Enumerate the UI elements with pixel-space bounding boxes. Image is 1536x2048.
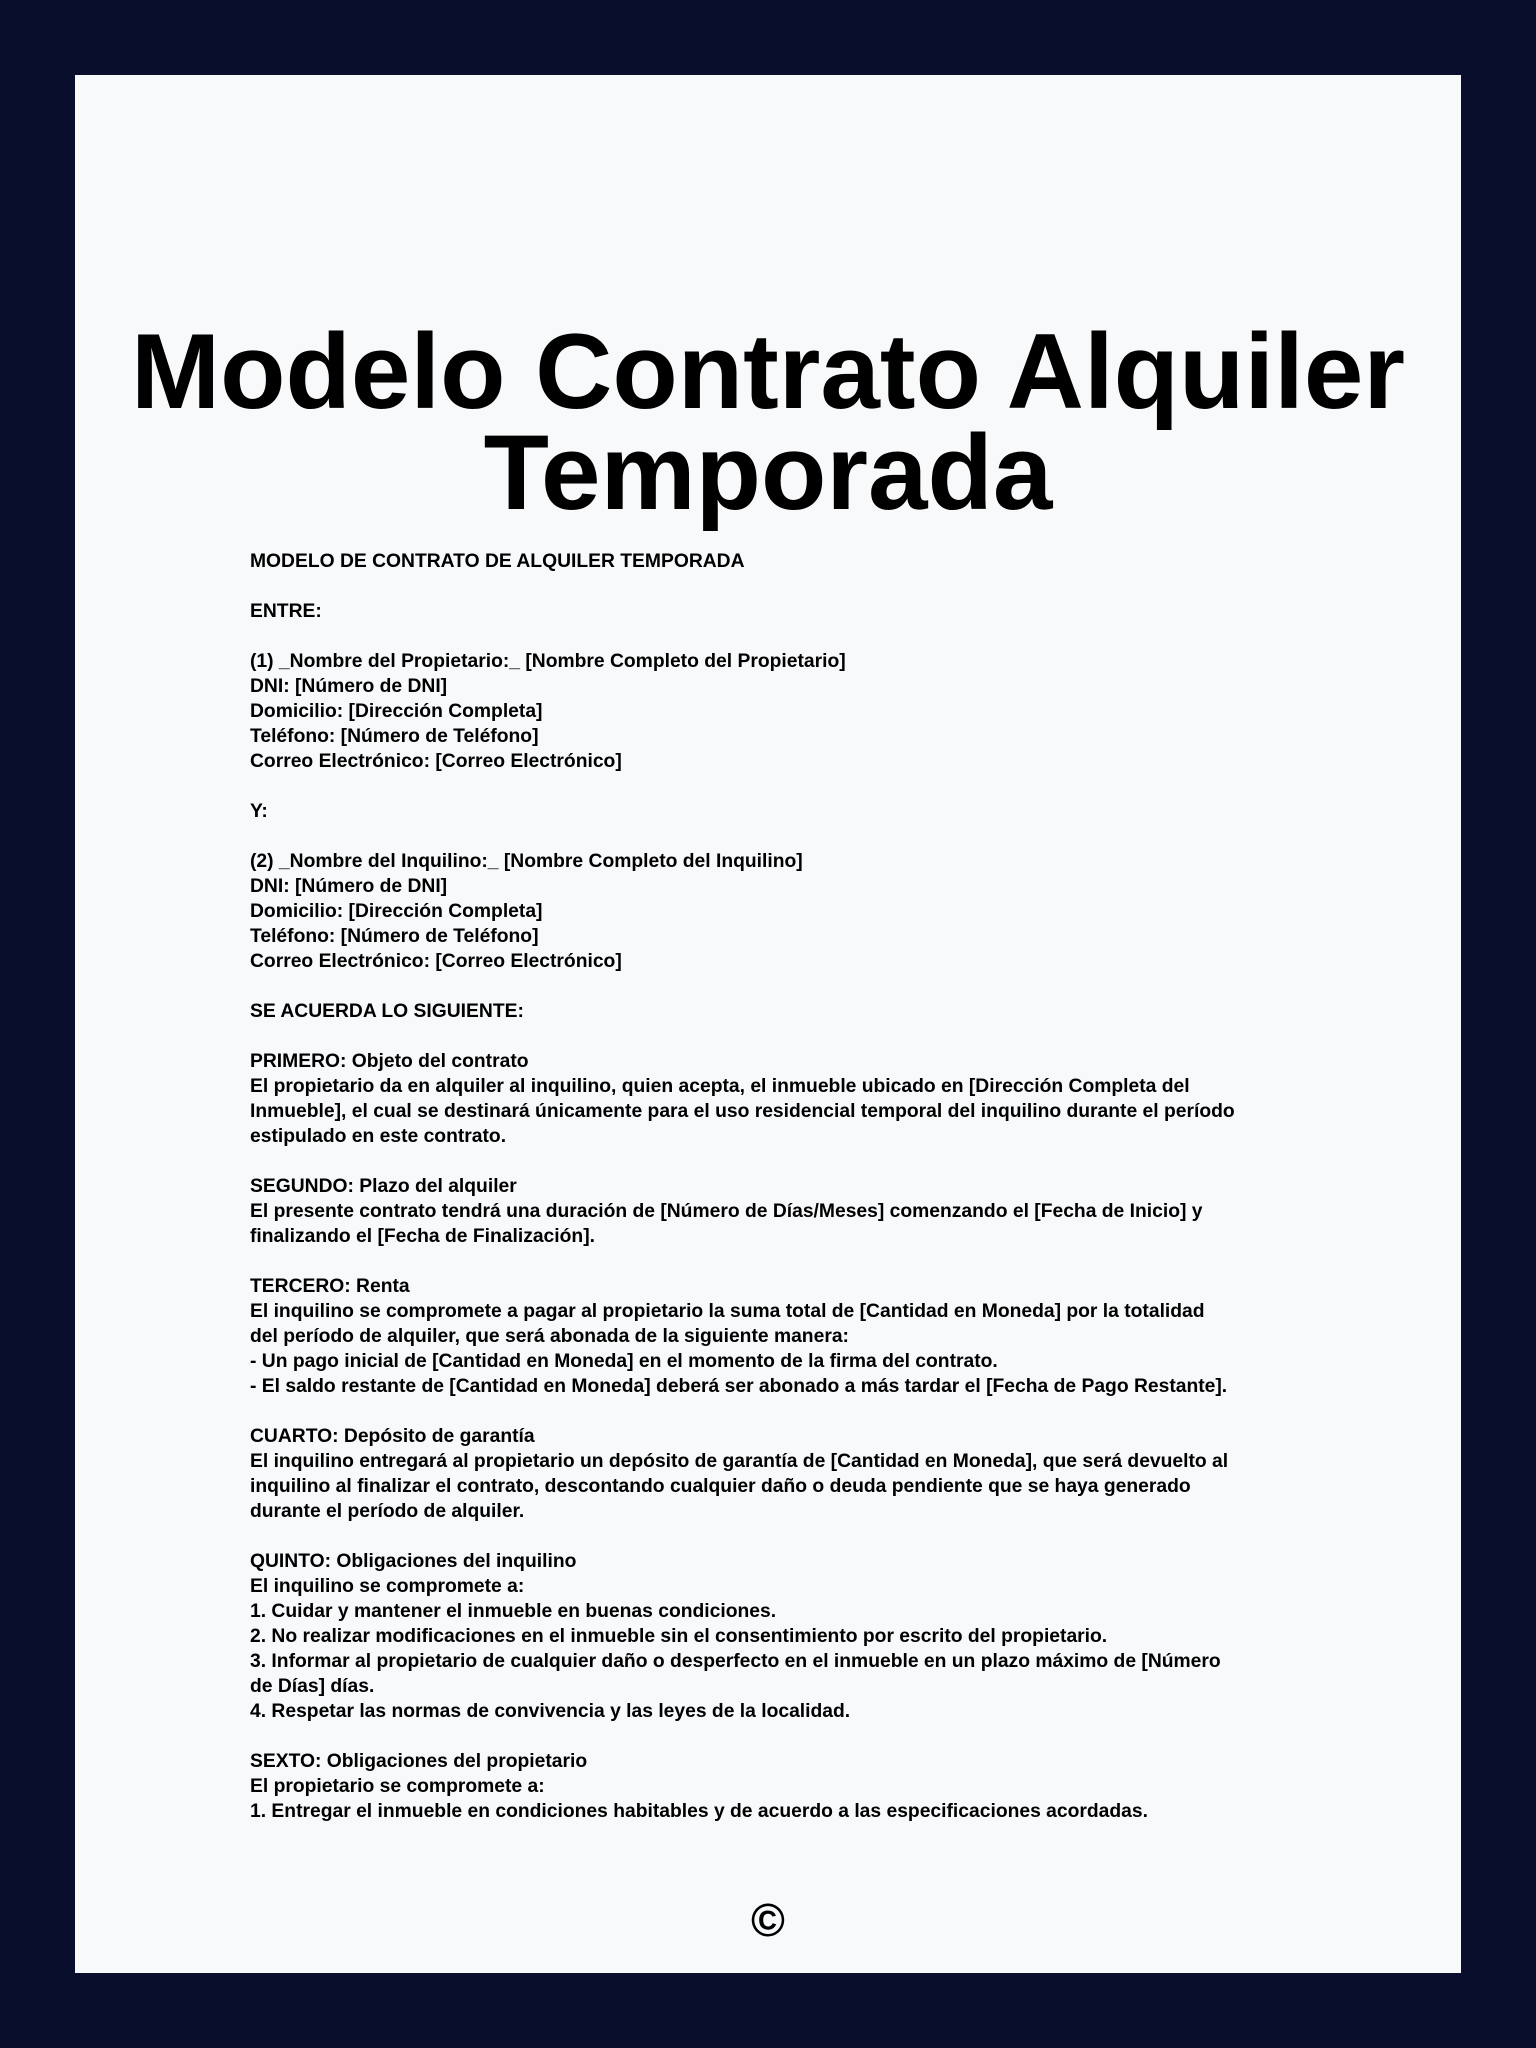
contract-line: Y:: [250, 801, 268, 822]
document-page: [75, 75, 1461, 1973]
contract-line: - El saldo restante de [Cantidad en Moneda] deberá ser abonado a más tardar el [Fecha de Pago Restante].: [250, 1376, 1228, 1397]
contract-line: durante el período de alquiler.: [250, 1501, 525, 1522]
contract-line: El presente contrato tendrá una duración de [Número de Días/Meses] comenzando el [Fecha de Inicio] y: [250, 1201, 1203, 1222]
title-line-2: Temporada: [483, 412, 1053, 532]
blank-line: [250, 824, 1310, 849]
contract-line: 4. Respetar las normas de convivencia y las leyes de la localidad.: [250, 1701, 851, 1722]
blank-line: [250, 1249, 1310, 1274]
contract-line: DNI: [Número de DNI]: [250, 676, 448, 697]
contract-line: CUARTO: Depósito de garantía: [250, 1426, 535, 1447]
contract-line: El inquilino entregará al propietario un depósito de garantía de [Cantidad en Moneda], que será devuelto al: [250, 1451, 1229, 1472]
blank-line: [250, 1399, 1310, 1424]
contract-line: Teléfono: [Número de Teléfono]: [250, 726, 539, 747]
contract-line: (2) _Nombre del Inquilino:_ [Nombre Completo del Inquilino]: [250, 851, 803, 872]
contract-line: SEXTO: Obligaciones del propietario: [250, 1751, 588, 1772]
contract-line: 1. Entregar el inmueble en condiciones habitables y de acuerdo a las especificaciones acordadas.: [250, 1801, 1148, 1822]
contract-line: de Días] días.: [250, 1676, 375, 1697]
contract-line: 3. Informar al propietario de cualquier daño o desperfecto en el inmueble en un plazo máximo de [Número: [250, 1651, 1221, 1672]
contract-line: ENTRE:: [250, 601, 322, 622]
blank-line: [250, 974, 1310, 999]
document-title: [75, 311, 1461, 532]
contract-line: Inmueble], el cual se destinará únicamente para el uso residencial temporal del inquilino durante el período: [250, 1101, 1235, 1122]
contract-line: - Un pago inicial de [Cantidad en Moneda] en el momento de la firma del contrato.: [250, 1351, 998, 1372]
blank-line: [250, 1024, 1310, 1049]
title-line-1: Modelo Contrato Alquiler: [130, 311, 1406, 431]
contract-line: Domicilio: [Dirección Completa]: [250, 901, 543, 922]
copyright-symbol: ©: [751, 1894, 785, 1946]
contract-line: finalizando el [Fecha de Finalización].: [250, 1226, 595, 1247]
contract-line: Domicilio: [Dirección Completa]: [250, 701, 543, 722]
blank-line: [250, 1724, 1310, 1749]
contract-line: El inquilino se compromete a:: [250, 1576, 525, 1597]
contract-line: El propietario da en alquiler al inquilino, quien acepta, el inmueble ubicado en [Dirección Completa del: [250, 1076, 1190, 1097]
contract-line: Teléfono: [Número de Teléfono]: [250, 926, 539, 947]
contract-line: El propietario se compromete a:: [250, 1776, 545, 1797]
contract-line: Correo Electrónico: [Correo Electrónico]: [250, 751, 622, 772]
blank-line: [250, 574, 1310, 599]
contract-line: SEGUNDO: Plazo del alquiler: [250, 1176, 517, 1197]
contract-line: 1. Cuidar y mantener el inmueble en buenas condiciones.: [250, 1601, 777, 1622]
contract-body: [250, 549, 1310, 1824]
contract-line: Correo Electrónico: [Correo Electrónico]: [250, 951, 622, 972]
blank-line: [250, 774, 1310, 799]
contract-line: SE ACUERDA LO SIGUIENTE:: [250, 1001, 524, 1022]
contract-line: DNI: [Número de DNI]: [250, 876, 448, 897]
contract-line: MODELO DE CONTRATO DE ALQUILER TEMPORADA: [250, 551, 745, 572]
contract-line: QUINTO: Obligaciones del inquilino: [250, 1551, 577, 1572]
contract-line: El inquilino se compromete a pagar al propietario la suma total de [Cantidad en Moneda] por la totalidad: [250, 1301, 1205, 1322]
contract-line: del período de alquiler, que será abonada de la siguiente manera:: [250, 1326, 849, 1347]
contract-line: estipulado en este contrato.: [250, 1126, 507, 1147]
blank-line: [250, 1524, 1310, 1549]
blank-line: [250, 624, 1310, 649]
blank-line: [250, 1149, 1310, 1174]
contract-line: (1) _Nombre del Propietario:_ [Nombre Completo del Propietario]: [250, 651, 846, 672]
contract-line: inquilino al finalizar el contrato, descontando cualquier daño o deuda pendiente que se haya generado: [250, 1476, 1191, 1497]
contract-line: TERCERO: Renta: [250, 1276, 410, 1297]
contract-line: 2. No realizar modificaciones en el inmueble sin el consentimiento por escrito del propietario.: [250, 1626, 1108, 1647]
contract-line: PRIMERO: Objeto del contrato: [250, 1051, 529, 1072]
